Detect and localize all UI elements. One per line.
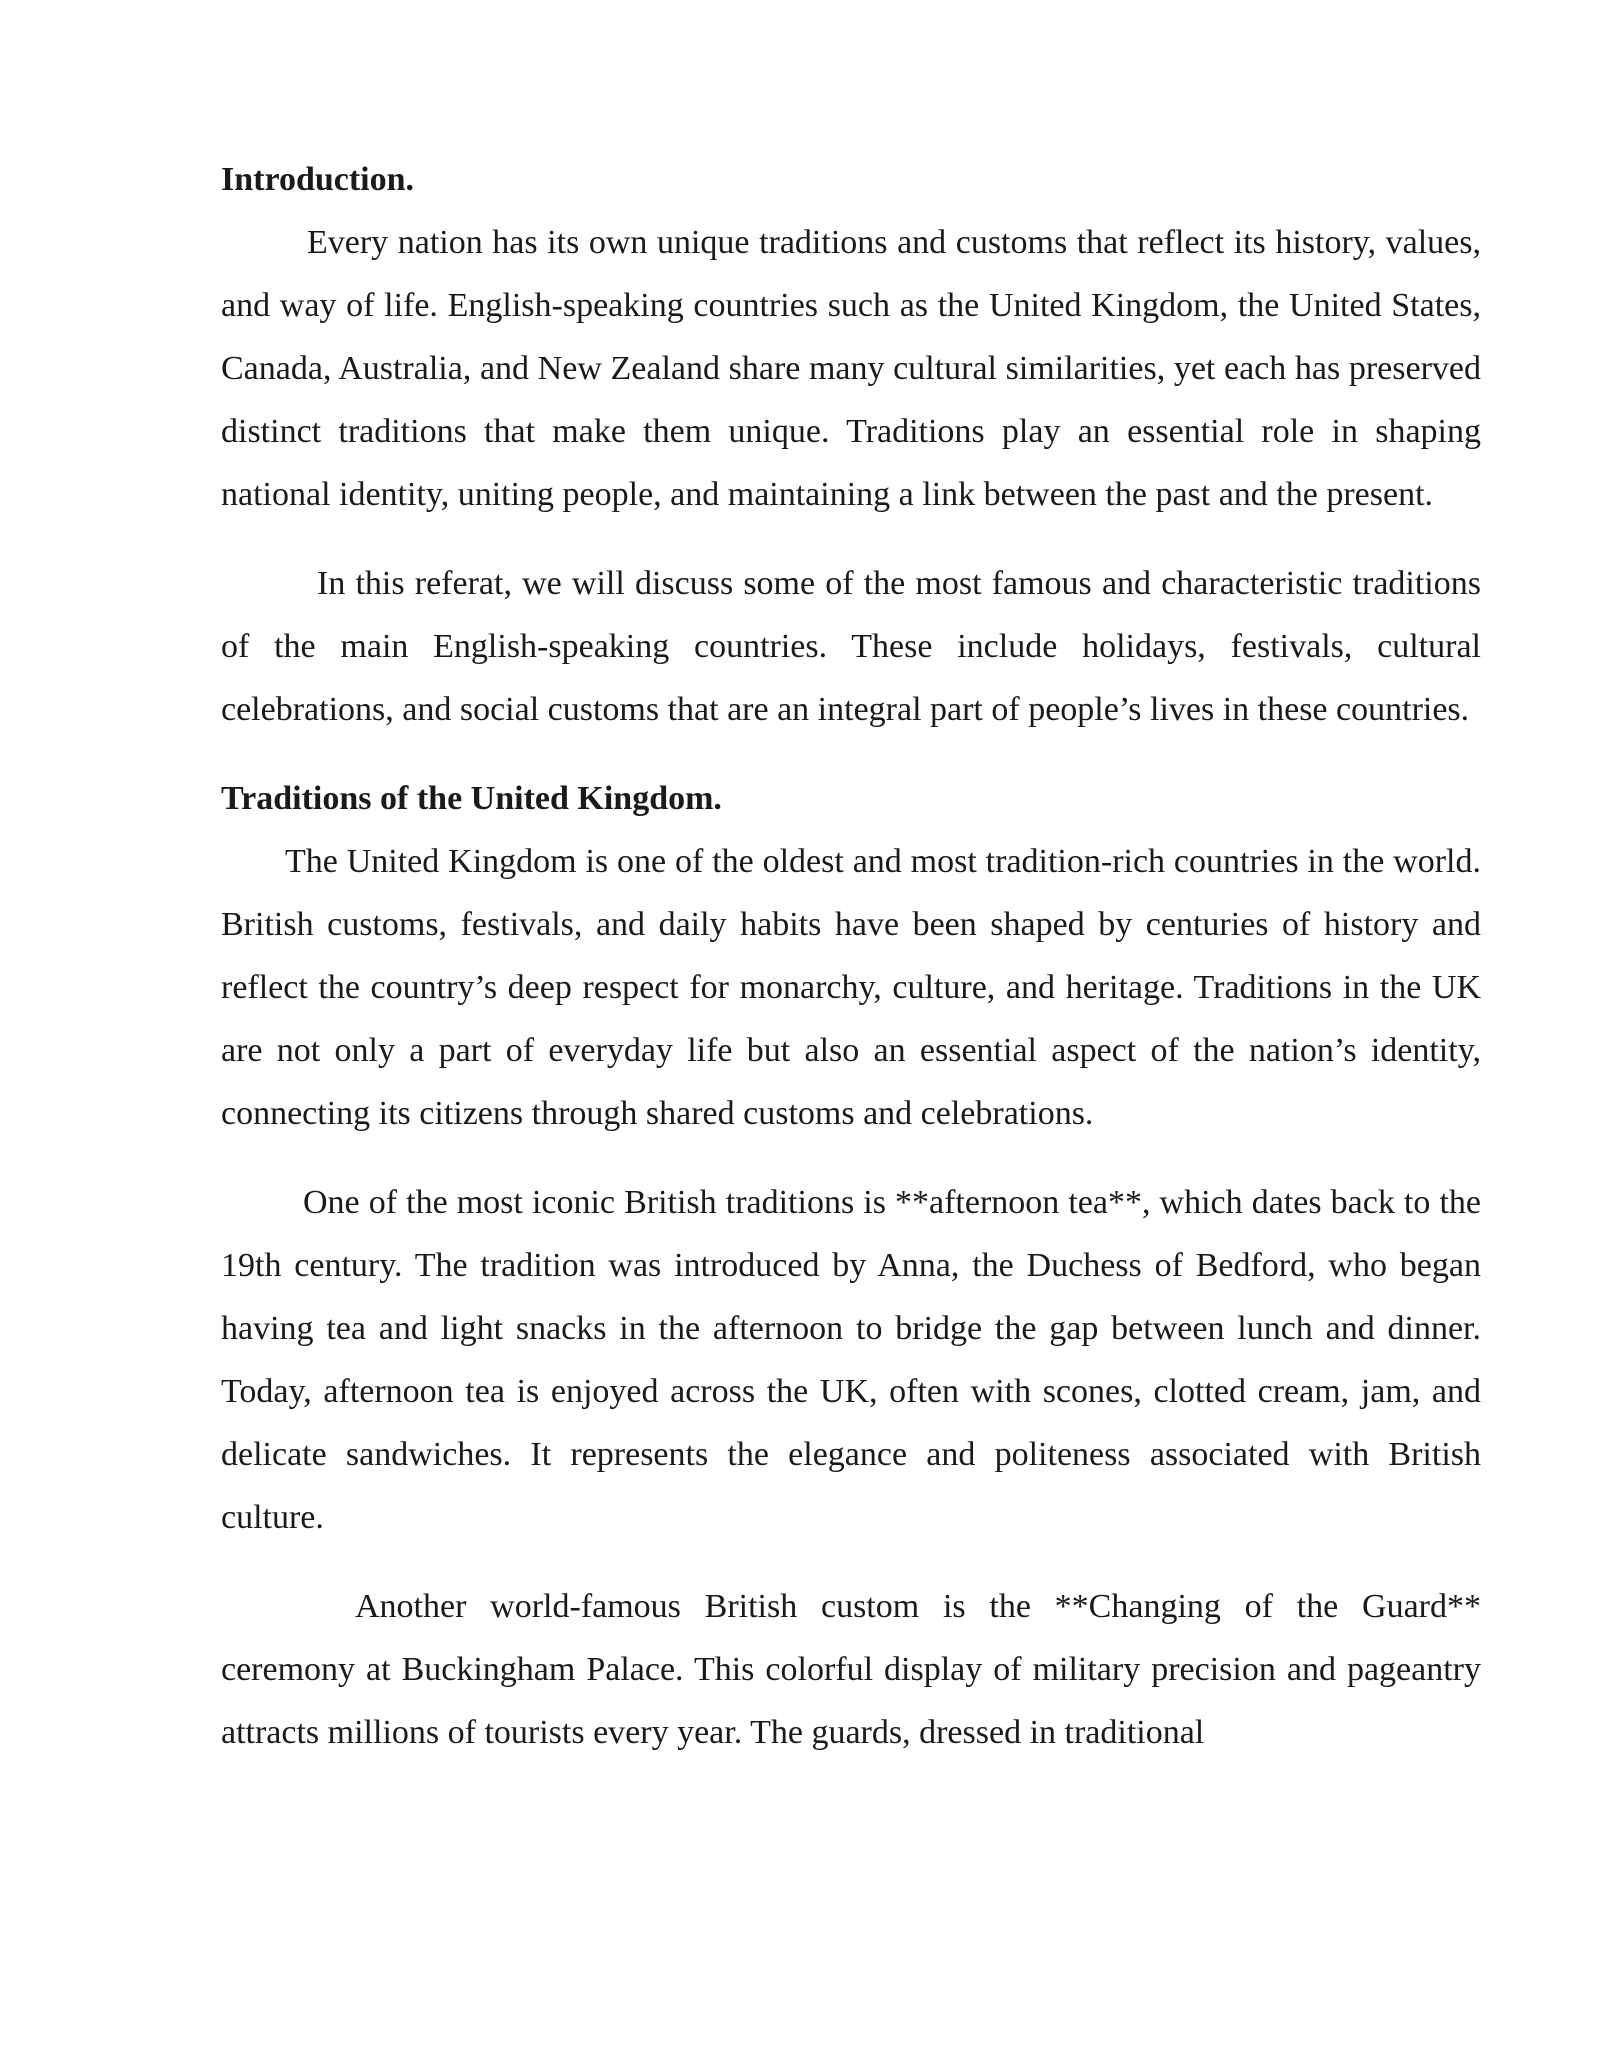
section-heading-introduction: Introduction. xyxy=(221,161,415,198)
document-body xyxy=(221,148,1481,1790)
section-heading-united-kingdom: Traditions of the United Kingdom. xyxy=(221,780,722,817)
paragraph-uk-3: Another world-famous British custom is the **Changing of the Guard** ceremony at Buckingham Palace. This colorful display of military precision and pageantry attracts millions of tourists every year. The guards, dressed in traditional xyxy=(221,1588,1481,1751)
paragraph-introduction-1: Every nation has its own unique traditions and customs that reflect its history, values, and way of life. English-speaking countries such as the United Kingdom, the United States, Canada, Australia, and New Zealand share many cultural similarities, yet each has preserved distinct traditions that make them unique. Traditions play an essential role in shaping national identity, uniting people, and maintaining a link between the past and the present. xyxy=(221,224,1481,513)
paragraph-uk-2: One of the most iconic British traditions is **afternoon tea**, which dates back to the 19th century. The tradition was introduced by Anna, the Duchess of Bedford, who began having tea and light snacks in the afternoon to bridge the gap between lunch and dinner. Today, afternoon tea is enjoyed across the UK, often with scones, clotted cream, jam, and delicate sandwiches. It represents the elegance and politeness associated with British culture. xyxy=(221,1184,1481,1536)
paragraph-uk-1: The United Kingdom is one of the oldest and most tradition-rich countries in the world. British customs, festivals, and daily habits have been shaped by centuries of history and reflect the country’s deep respect for monarchy, culture, and heritage. Traditions in the UK are not only a part of everyday life but also an essential aspect of the nation’s identity, connecting its citizens through shared customs and celebrations. xyxy=(221,843,1481,1132)
paragraph-introduction-2: In this referat, we will discuss some of the most famous and characteristic traditions of the main English-speaking countries. These include holidays, festivals, cultural celebrations, and social customs that are an integral part of people’s lives in these countries. xyxy=(221,565,1481,728)
